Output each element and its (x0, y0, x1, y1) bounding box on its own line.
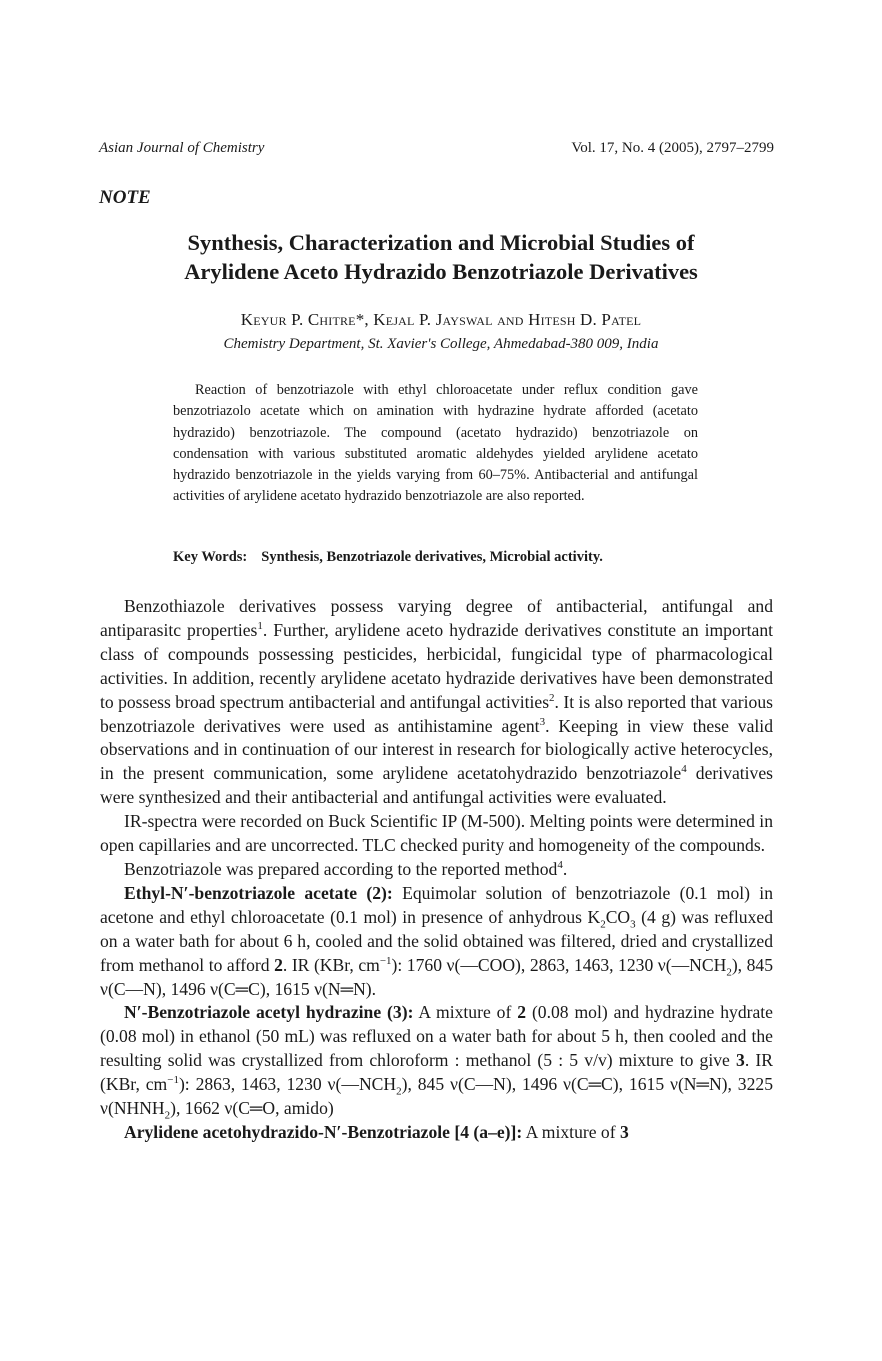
compound-heading: N′-Benzotriazole acetyl hydrazine (3): (124, 1002, 414, 1023)
section-label: NOTE (99, 187, 151, 208)
keywords-label: Key Words: (173, 549, 248, 565)
paragraph-compound-3: N′-Benzotriazole acetyl hydrazine (3): A mixture of 2 (0.08 mol) and hydrazine hydrate (0.08 mol) in ethanol (50 mL) was refluxed on a water bath for about 5 h, then cooled and the resulting solid was crystallized from chloroform : methanol (5 : 5 v/v) mixture to give 3. IR (KBr, $cm^{-1}$): 2863, 1463, 1230 $\nu(—NCH_2)$, 845 ν(C—N), 1496 ν(C═C), 1615 ν(N═N), 3225 $\nu(NHNH_2)$, 1662 ν(C═O, amido) (100, 1002, 774, 1122)
title-line-1: Synthesis, Characterization and Microbial Studies of (187, 230, 695, 255)
title-line-2: Arylidene Aceto Hydrazido Benzotriazole Derivatives (184, 259, 698, 284)
keywords-text: Synthesis, Benzotriazole derivatives, Microbial activity. (261, 549, 603, 565)
paragraph-compound-2: Ethyl-N′-benzotriazole acetate (2): Equimolar solution of benzotriazole (0.1 mol) in acetone and ethyl chloroacetate (0.1 mol) in presence of anhydrous $K_2CO_3$ (4 g) was refluxed on a water bath for about 6 h, cooled and the solid obtained was filtered, dried and crystallized from methanol to afford 2. IR (KBr, $cm^{-1}$): 1760 ν(—COO), 2863, 1463, 1230 $\nu(—NCH_2)$, 845 ν(C—N), 1496 ν(C═C), 1615 ν(N═N). (100, 882, 773, 999)
citation: 3 (539, 715, 546, 728)
keywords (173, 549, 713, 566)
citation: 4 (557, 859, 563, 872)
paragraph-intro: Benzothiazole derivatives possess varying degree of antibacterial, antifungal and antiparasitc properties$^1$. Further, arylidene aceto hydrazide derivatives constitute an important class of compounds possessing pesticides, herbicidal, fungicidal type of pharmacological activities. In addition, recently arylidene acetato hydrazide derivatives have been demonstrated to possess broad spectrum antibacterial and antifungal activities$^2$. It is also reported that various benzotriazole derivatives were used as antihistamine agent$^3$. Keeping in view these valid observations and in continuation of our interest in research for biologically active heterocycles, in the present communication, some arylidene acetatohydrazido benzotriazole$^4$ derivatives were synthesized and their antibacterial and antifungal activities were evaluated. (100, 596, 773, 808)
citation: 2 (549, 691, 555, 704)
citation: 1 (257, 620, 263, 633)
affiliation: Chemistry Department, St. Xavier's College, Ahmedabad-380 009, India (223, 336, 659, 352)
compound-heading: Arylidene acetohydrazido-N′-Benzotriazole [4 (a–e)]: (124, 1121, 523, 1142)
authors: Keyur P. Chitre*, Kejal P. Jayswal and Hitesh D. Patel (240, 310, 642, 329)
paragraph-methods: IR-spectra were recorded on Buck Scientific IP (M-500). Melting points were determined in open capillaries and are uncorrected. TLC checked purity and homogeneity of the compounds. (100, 811, 773, 856)
abstract: Reaction of benzotriazole with ethyl chloroacetate under reflux condition gave benzotriazolo acetate which on amination with hydrazine hydrate afforded (acetato hydrazido) benzotriazole. The compound (acetato hydrazido) benzotriazole on condensation with various substituted aromatic aldehydes yielded arylidene acetato hydrazido benzotriazole in the yields varying from 60–75%. Antibacterial and antifungal activities of arylidene acetato hydrazido benzotriazole are also reported. (173, 382, 698, 505)
paragraph-compound-4: Arylidene acetohydrazido-N′-Benzotriazole [4 (a–e)]: A mixture of 3 (124, 1121, 629, 1142)
journal-name: Asian Journal of Chemistry (99, 140, 265, 156)
paper-title (100, 228, 782, 286)
compound-heading: Ethyl-N′-benzotriazole acetate (2): (124, 882, 393, 903)
citation: 4 (681, 763, 687, 776)
volume-info: Vol. 17, No. 4 (2005), 2797–2799 (571, 140, 774, 156)
body-text (100, 595, 773, 1145)
paragraph-benzotriazole: Benzotriazole was prepared according to the reported method$^4$. (124, 858, 568, 879)
